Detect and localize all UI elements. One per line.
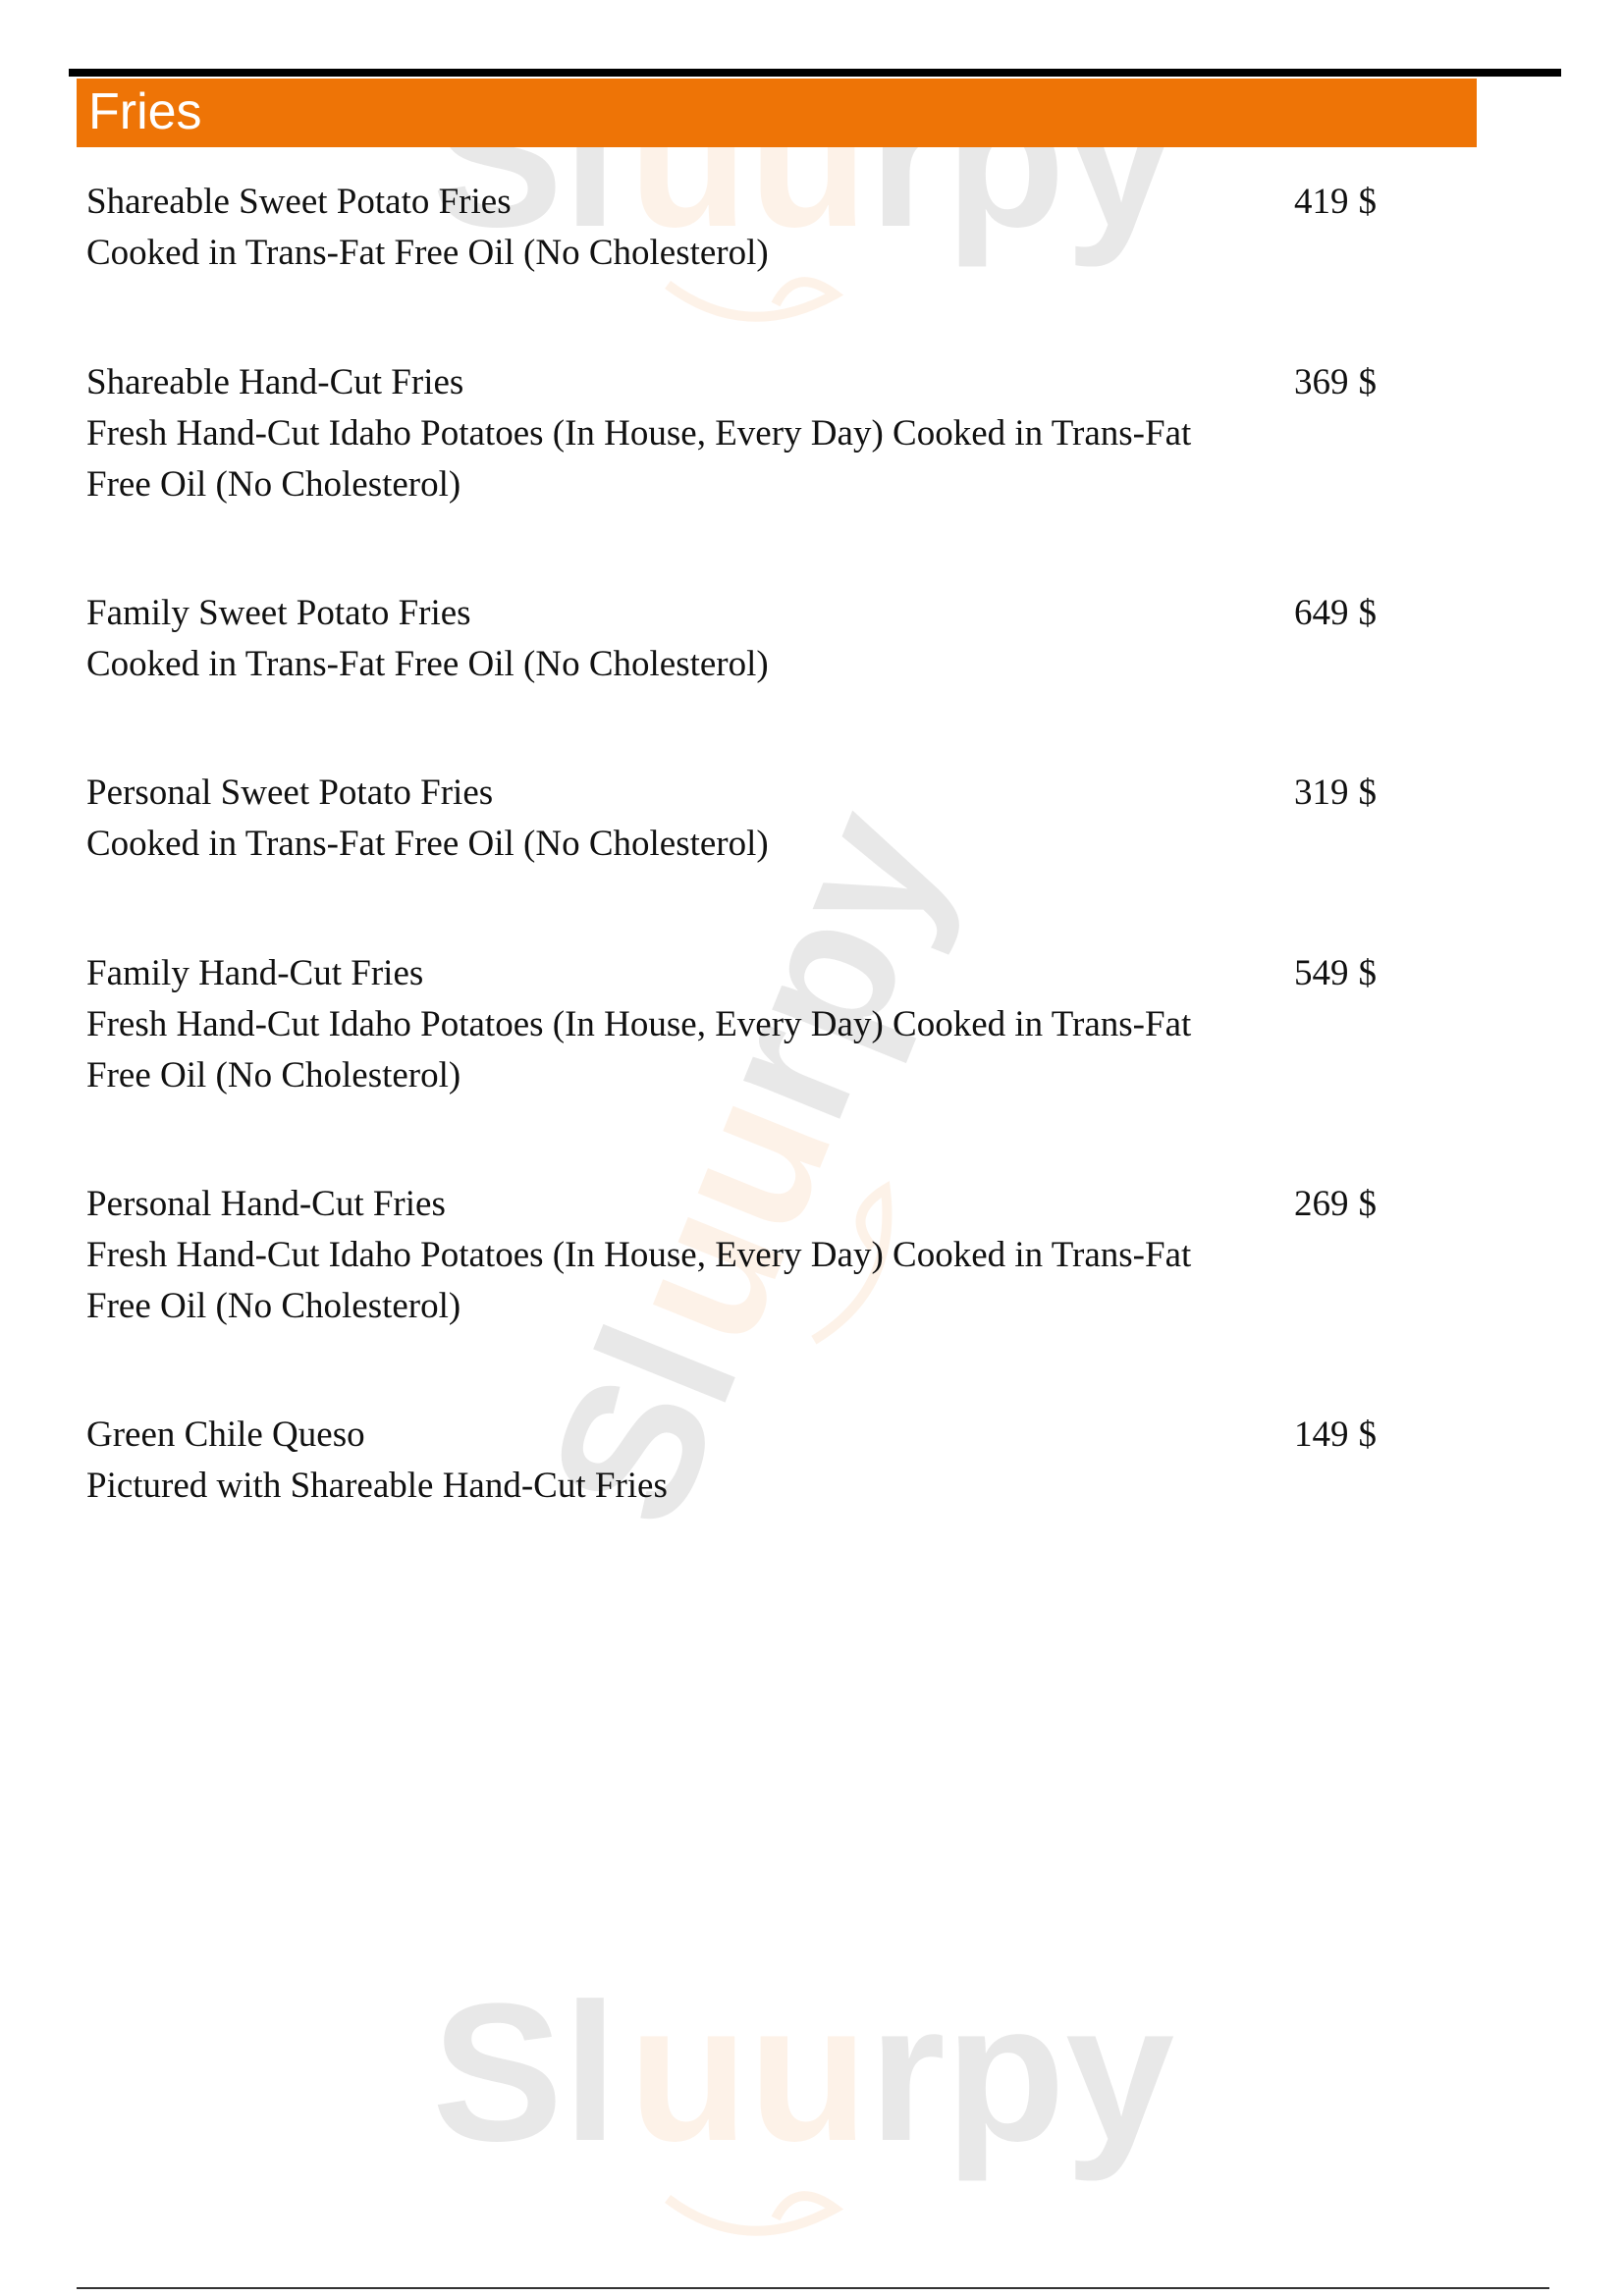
svg-text:Sl: Sl [432,1963,618,2182]
menu-item [86,1179,1402,1332]
item-name: Personal Hand-Cut Fries [86,1184,446,1224]
bottom-divider [77,2287,1549,2289]
menu-item [86,948,1402,1101]
item-description: Fresh Hand-Cut Idaho Potatoes (In House, Every Day) Cooked in Trans-Fat Free Oil (No Cholesterol) [86,1235,1192,1326]
svg-text:rpy: rpy [869,49,1175,268]
menu-item [86,588,1402,690]
price-value: 419 [1294,182,1349,222]
item-description: Fresh Hand-Cut Idaho Potatoes (In House, Every Day) Cooked in Trans-Fat Free Oil (No Cholesterol) [86,1004,1192,1095]
item-name: Green Chile Queso [86,1415,365,1455]
item-name: Family Sweet Potato Fries [86,593,471,633]
price-currency: $ [1358,773,1377,813]
item-price [1294,948,1377,999]
price-value: 149 [1294,1415,1349,1455]
item-name: Shareable Sweet Potato Fries [86,182,512,222]
price-value: 319 [1294,773,1349,813]
item-price [1294,177,1377,228]
item-description: Pictured with Shareable Hand-Cut Fries [86,1466,668,1506]
price-currency: $ [1358,1415,1377,1455]
price-value: 549 [1294,953,1349,993]
svg-text:uu: uu [580,1065,874,1370]
item-description: Cooked in Trans-Fat Free Oil (No Cholesterol) [86,233,769,273]
svg-text:uu: uu [628,1963,869,2182]
item-price [1294,1410,1377,1461]
item-price [1294,357,1377,408]
item-name: Personal Sweet Potato Fries [86,773,494,813]
item-price [1294,768,1377,819]
item-name: Family Hand-Cut Fries [86,953,424,993]
svg-text:rpy: rpy [869,1963,1175,2182]
item-description: Cooked in Trans-Fat Free Oil (No Cholesterol) [86,644,769,684]
price-value: 369 [1294,362,1349,402]
svg-text:Sl: Sl [507,1298,780,1553]
svg-text:rpy: rpy [671,781,989,1148]
item-name: Shareable Hand-Cut Fries [86,362,464,402]
price-currency: $ [1358,1184,1377,1224]
menu-item [86,1410,1402,1512]
top-divider [69,69,1561,77]
price-currency: $ [1358,593,1377,633]
item-price [1294,1179,1377,1230]
item-description: Cooked in Trans-Fat Free Oil (No Cholesterol) [86,824,769,864]
menu-item [86,768,1402,870]
svg-text:Sl: Sl [432,49,618,268]
item-description: Fresh Hand-Cut Idaho Potatoes (In House, Every Day) Cooked in Trans-Fat Free Oil (No Cholesterol) [86,413,1192,505]
price-currency: $ [1358,182,1377,222]
svg-text:uu: uu [628,49,869,268]
section-header [77,79,1477,147]
item-price [1294,588,1377,639]
sluurpy-watermark-bottom [422,1953,1227,2277]
price-value: 649 [1294,593,1349,633]
menu-item [86,177,1402,279]
price-currency: $ [1358,362,1377,402]
section-title: Fries [88,83,202,140]
price-value: 269 [1294,1184,1349,1224]
price-currency: $ [1358,953,1377,993]
menu-item [86,357,1402,510]
